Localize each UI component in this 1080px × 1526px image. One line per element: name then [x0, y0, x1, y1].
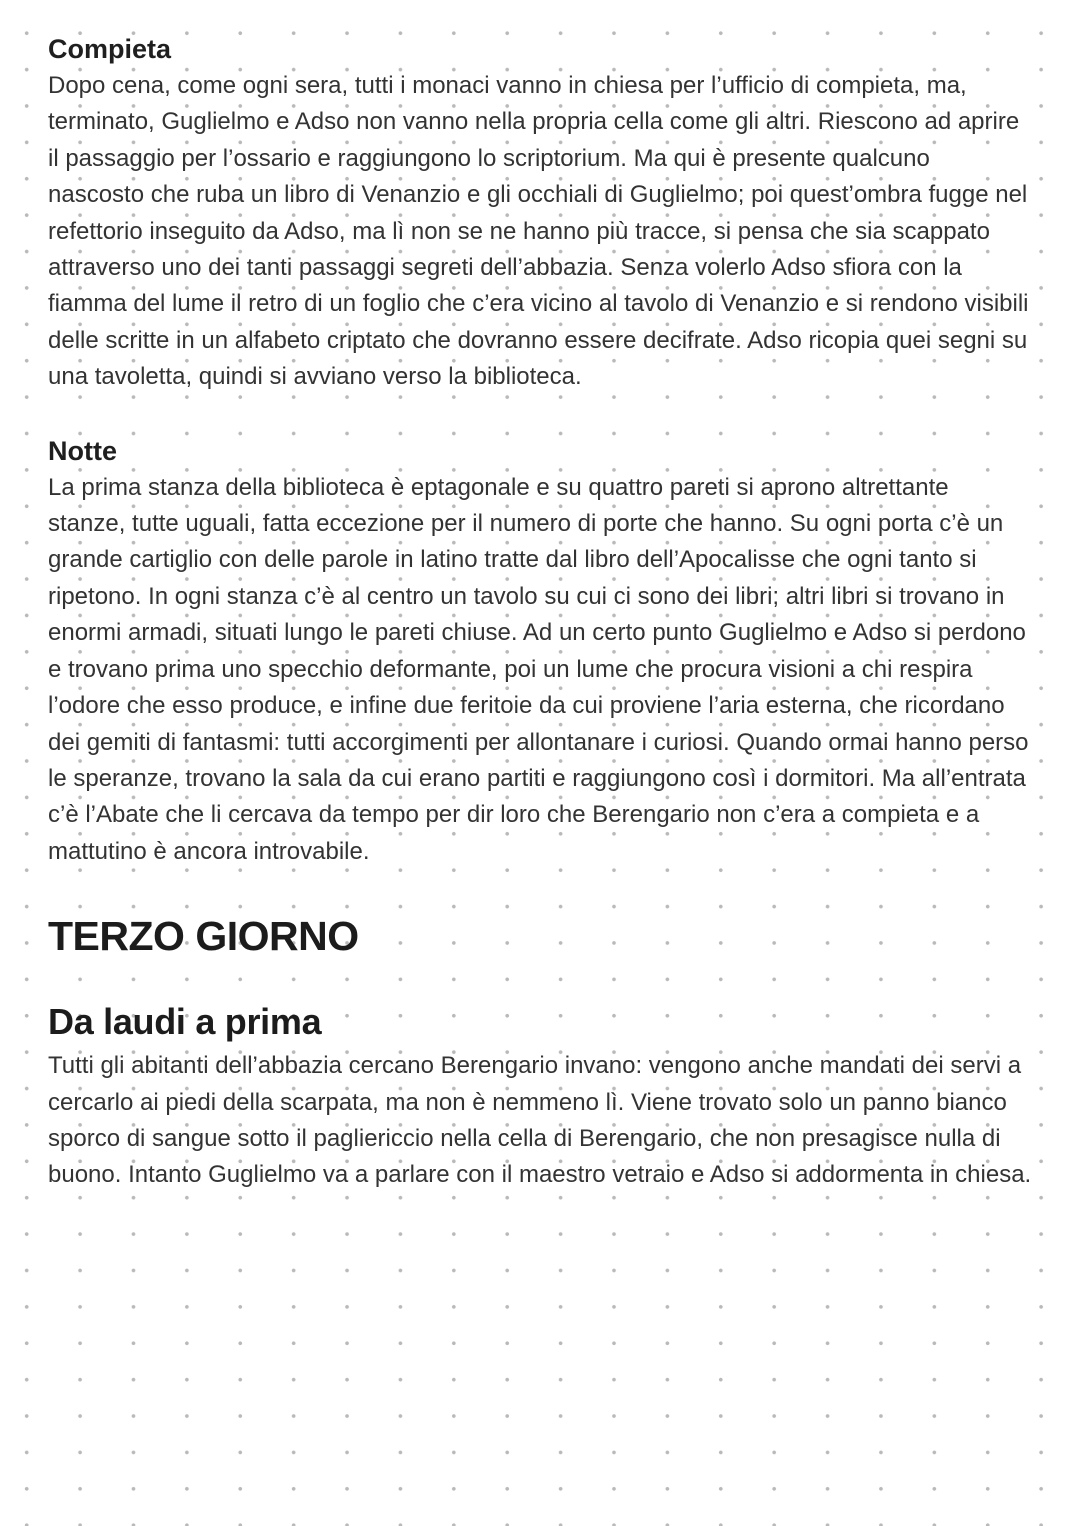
section-title-compieta: Compieta [48, 34, 172, 64]
section-title-notte: Notte [48, 435, 117, 466]
section-title-laudi: Da laudi a prima [48, 1001, 322, 1043]
day-heading: TERZO GIORNO [48, 913, 359, 960]
paragraph-notte: La prima stanza della biblioteca è eptagonale e su quattro pareti si aprono altrettante stanze, tutte uguali, fatta eccezione per il numero di porte che hanno. Su ogni porta c’è un grande cartiglio con delle parole in latino tratte dal libro dell’Apocalisse che ogni tanto si ripetono. In ogni stanza c’è al centro un tavolo su cui ci sono dei libri; altri libri si trovano in enormi armadi, situati lungo le pareti chiuse. Ad un certo punto Guglielmo e Adso si perdono e trovano prima uno specchio deformante, poi un lume che procura visioni a chi respira l’odore che esso produce, e infine due feritoie da cui proviene l’aria esterna, che ricordano dei gemiti di fantasmi: tutti accorgimenti per allontanare i curiosi. Quando ormai hanno perso le speranze, trovano la sala da cui erano partiti e raggiungono così i dormitori. Ma all’entrata c’è l’Abate che li cercava da tempo per dir loro che Berengario non c’era a compieta e a mattutino è ancora introvabile. [48, 473, 1029, 865]
paragraph-spacer [48, 396, 1032, 432]
paragraph-laudi: Tutti gli abitanti dell’abbazia cercano Berengario invano: vengono anche mandati dei servi a cercarlo ai piedi della scarpata, ma non è nemmeno lì. Viene trovato solo un panno bianco sporco di sangue sotto il pagliericcio nella cella di Berengario, che non presagisce nulla di buono. Intanto Guglielmo va a parlare con il maestro vetraio e Adso si addormenta in chiesa. [48, 1052, 1032, 1189]
paragraph-compieta: Dopo cena, come ogni sera, tutti i monaci vanno in chiesa per l’ufficio di compieta, ma, terminato, Guglielmo e Adso non vanno nella propria cella come gli altri. Riescono ad aprire il passaggio per l’ossario e raggiungono lo scriptorium. Ma qui è presente qualcuno nascosto che ruba un libro di Venanzio e gli occhiali di Guglielmo; poi quest’ombra fugge nel refettorio inseguito da Adso, ma lì non se ne hanno più tracce, si pensa che sia scappato attraverso uno dei tanti passaggi segreti dell’abbazia. Senza volerlo Adso sfiora con la fiamma del lume il retro di un foglio che c’era vicino al tavolo di Venanzio e si rendono visibili delle scritte in un alfabeto criptato che dovranno essere decifrate. Adso ricopia quei segni su una tavoletta, quindi si avviano verso la biblioteca. [48, 72, 1029, 391]
